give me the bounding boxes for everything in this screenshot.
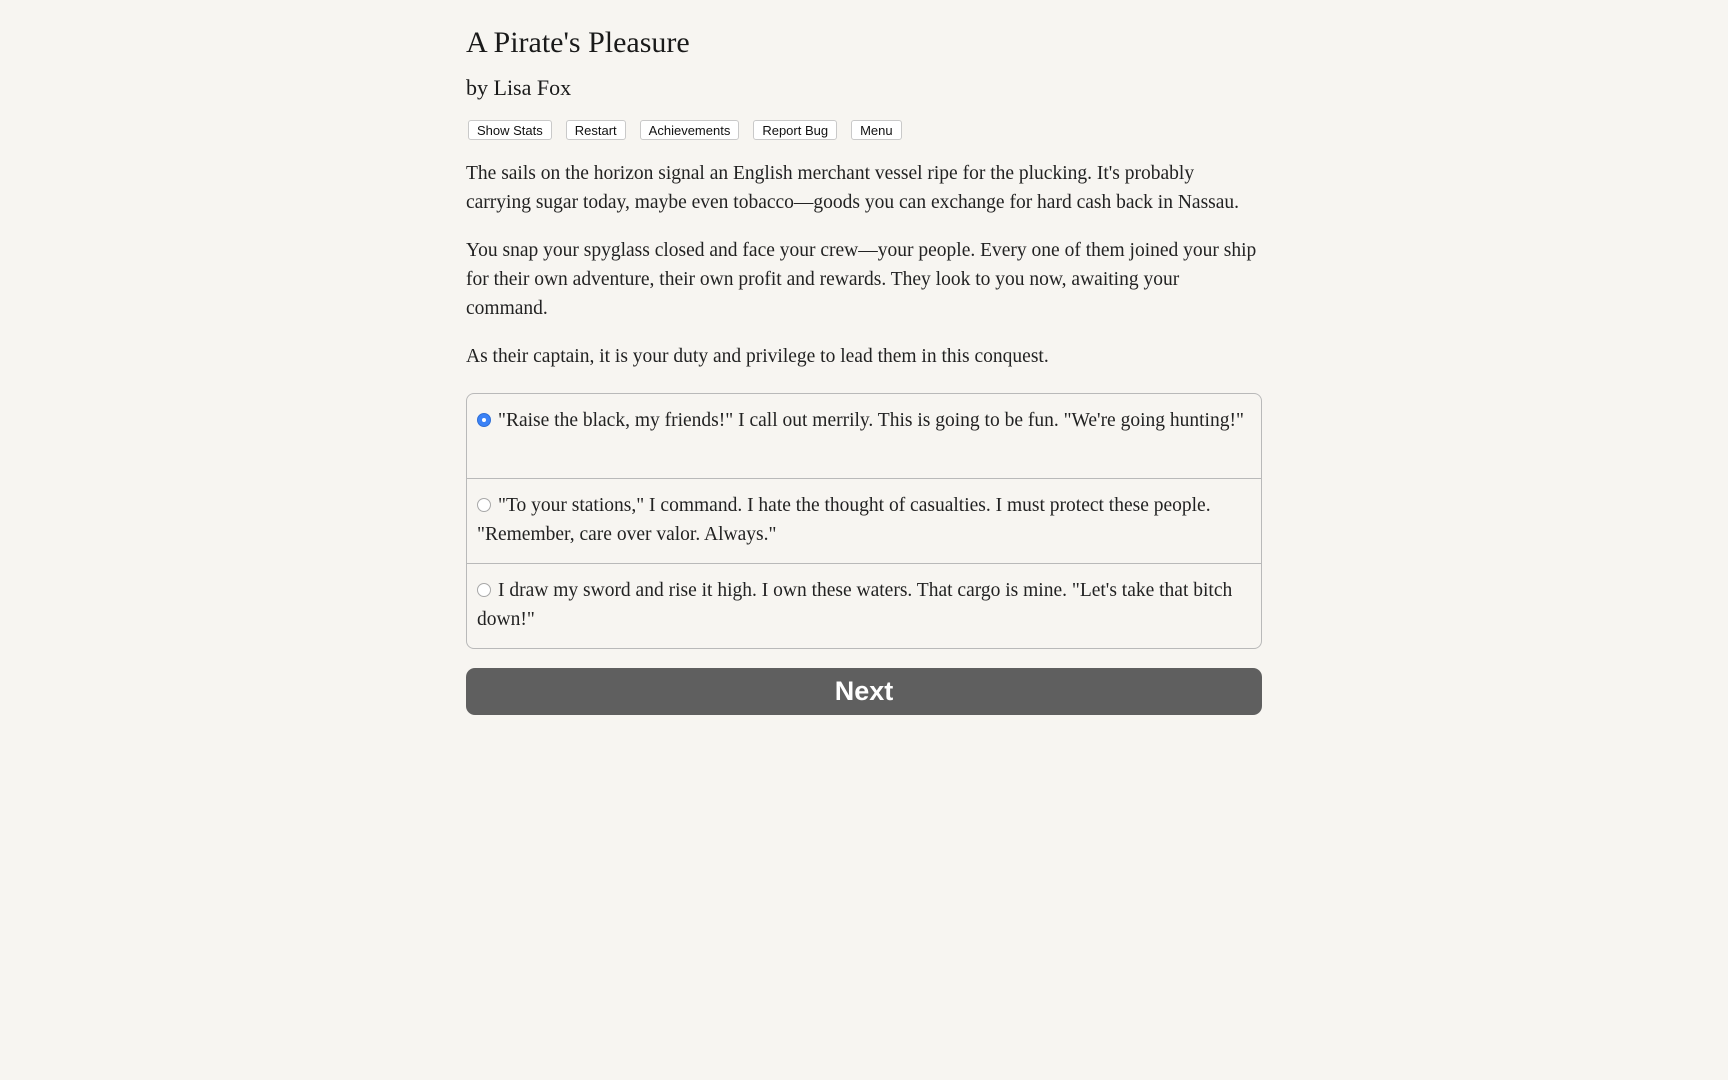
next-button[interactable]: Next [466, 668, 1262, 715]
radio-button[interactable] [477, 583, 491, 597]
radio-button-selected[interactable] [477, 413, 491, 427]
radio-button[interactable] [477, 498, 491, 512]
menu-button[interactable]: Menu [851, 120, 902, 140]
achievements-button[interactable]: Achievements [640, 120, 740, 140]
choice-option-3[interactable] [467, 564, 1261, 648]
game-container [466, 0, 1262, 715]
choice-list [466, 393, 1262, 649]
story-paragraph: The sails on the horizon signal an English merchant vessel ripe for the plucking. It's probably carrying sugar today, maybe even tobacco—goods you can exchange for hard cash back in Nassau. [466, 163, 1240, 213]
choice-text: I draw my sword and rise it high. I own these waters. That cargo is mine. "Let's take that bitch down!" [477, 580, 1233, 630]
game-title: A Pirate's Pleasure [466, 26, 690, 59]
story-paragraph: You snap your spyglass closed and face your crew—your people. Every one of them joined your ship for their own adventure, their own profit and rewards. They look to you now, awaiting your command. [466, 240, 1257, 319]
choice-text: "Raise the black, my friends!" I call out merrily. This is going to be fun. "We're going hunting!" [498, 410, 1244, 431]
choice-option-2[interactable] [467, 479, 1261, 564]
show-stats-button[interactable]: Show Stats [468, 120, 552, 140]
story-paragraph: As their captain, it is your duty and privilege to lead them in this conquest. [466, 346, 1049, 367]
choice-option-1[interactable] [467, 394, 1261, 479]
game-toolbar [466, 120, 1262, 142]
restart-button[interactable]: Restart [566, 120, 626, 140]
report-bug-button[interactable]: Report Bug [753, 120, 837, 140]
story-text [466, 159, 1262, 371]
choice-text: "To your stations," I command. I hate the thought of casualties. I must protect these people. "Remember, care over valor. Always." [477, 495, 1211, 545]
game-byline: by Lisa Fox [466, 75, 572, 100]
